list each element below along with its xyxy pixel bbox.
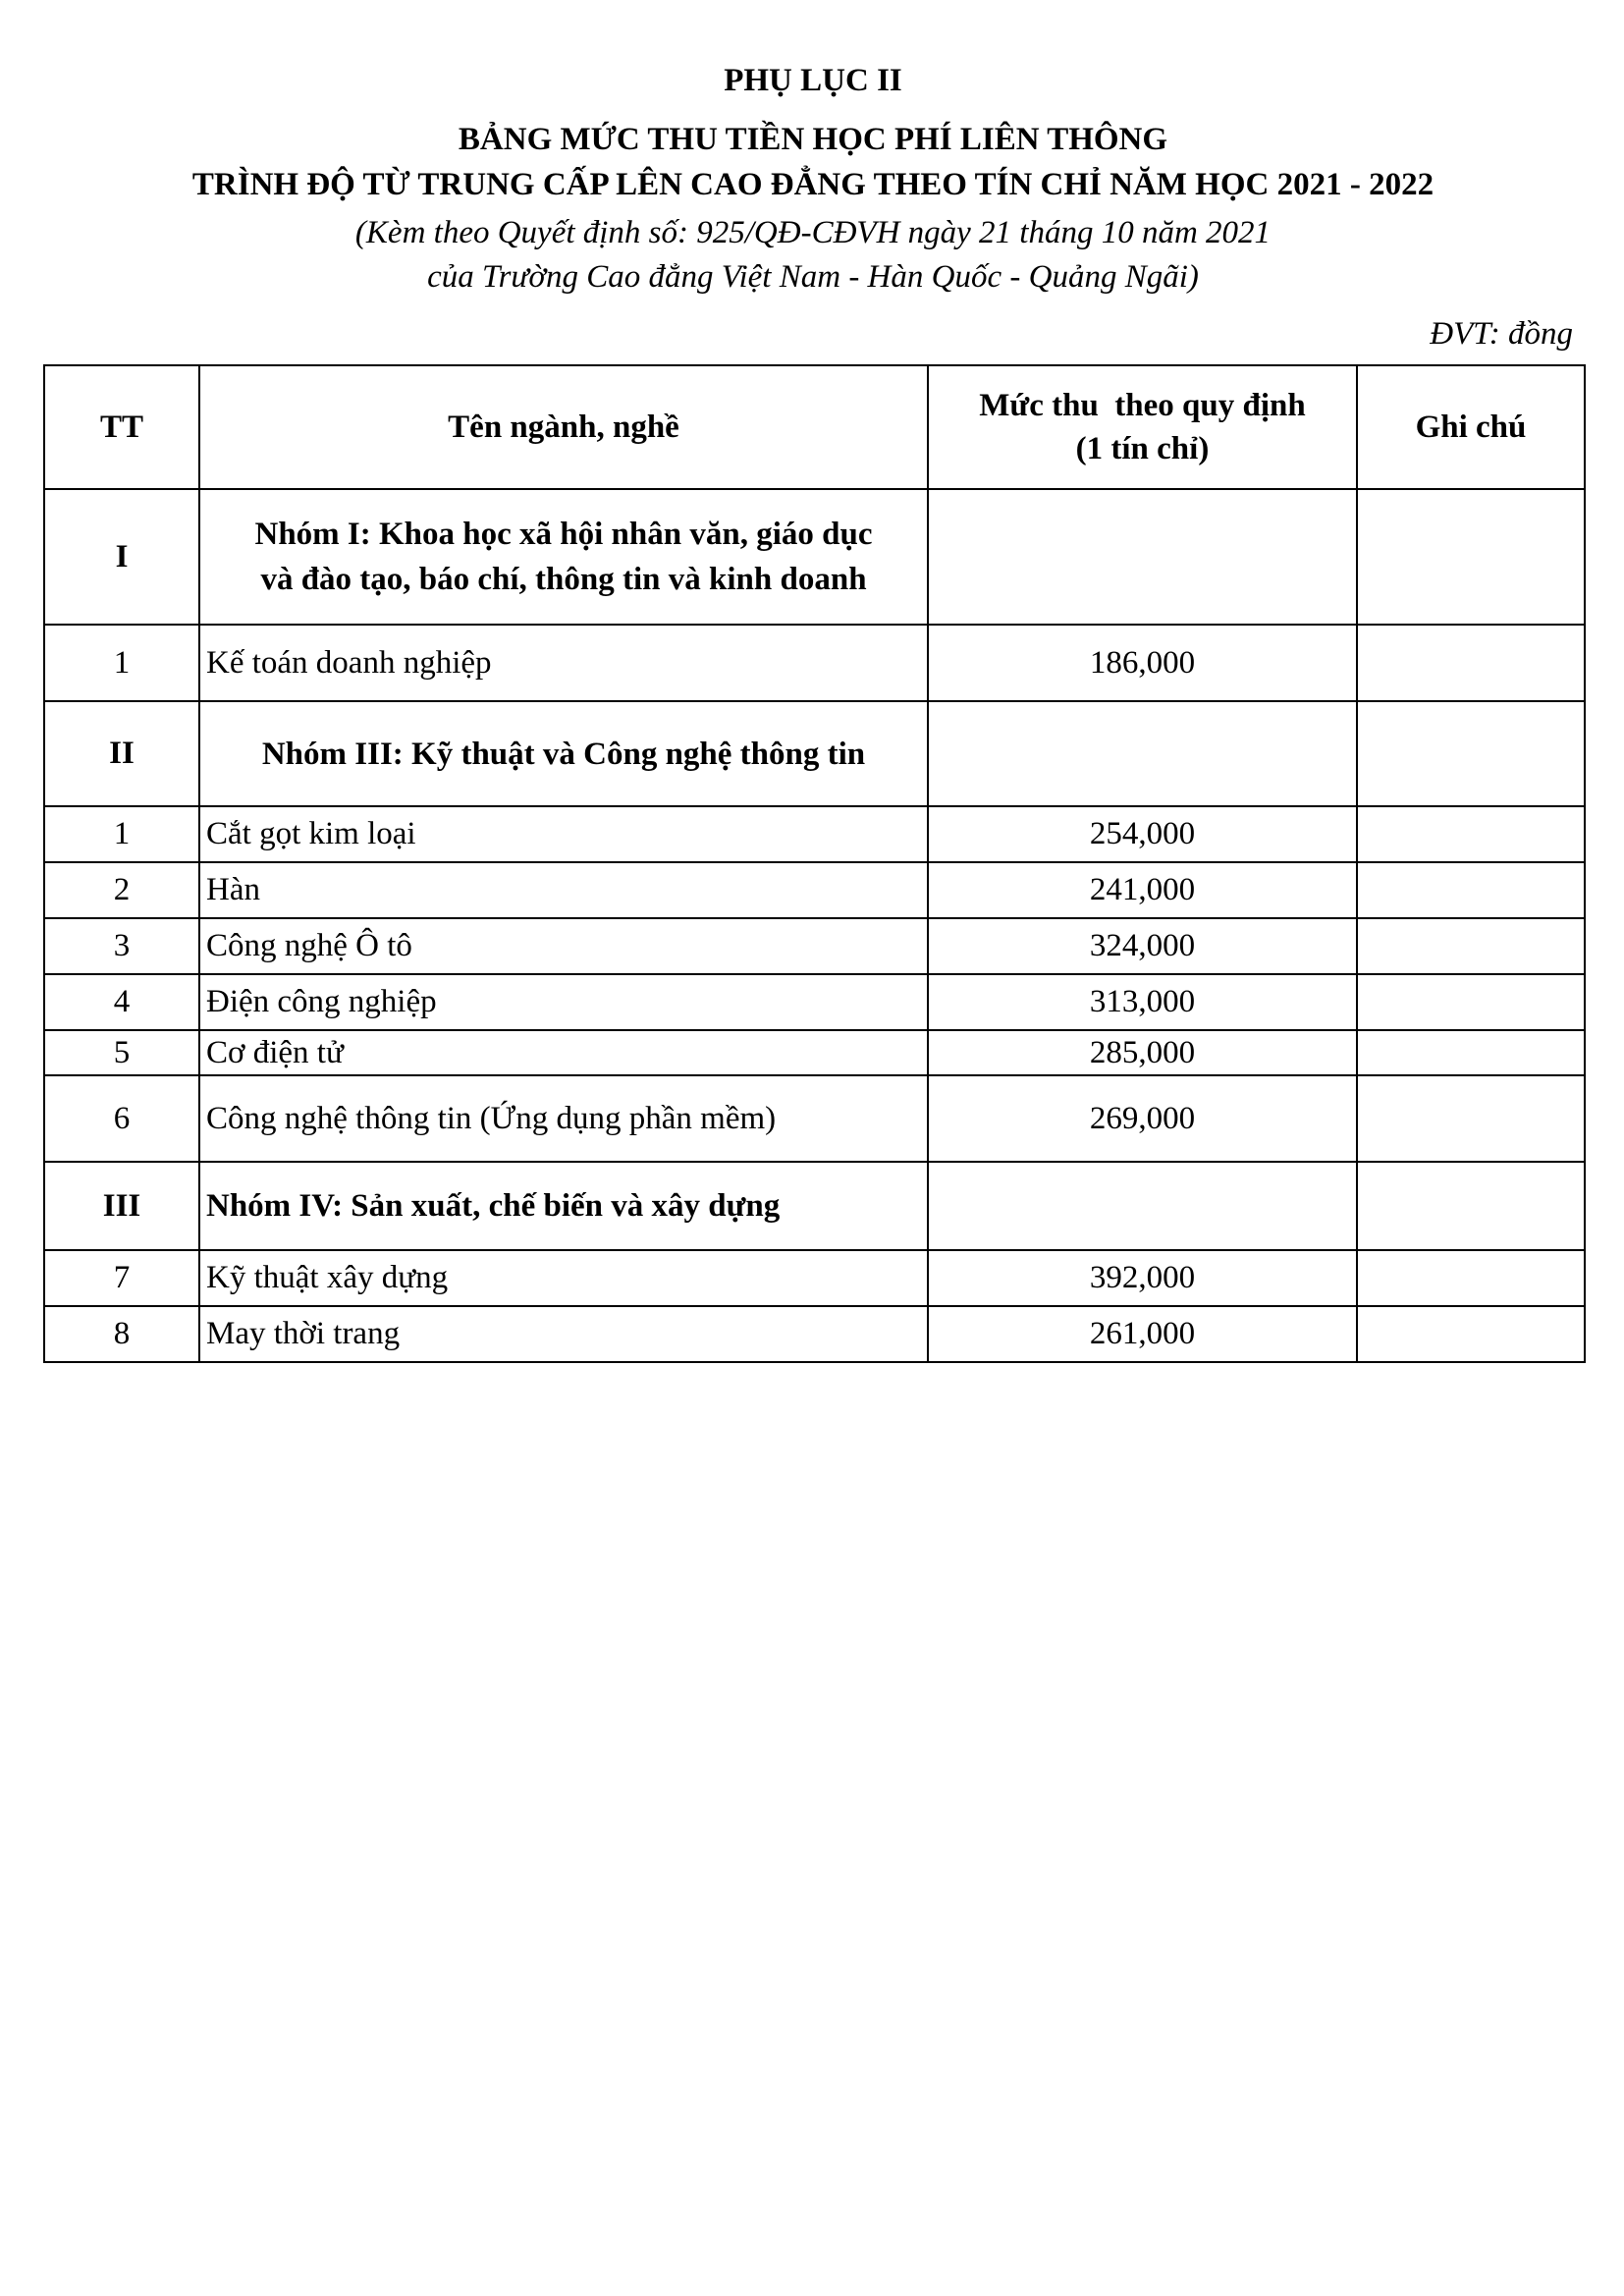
header-tt: TT [44, 365, 199, 489]
row-name: Công nghệ thông tin (Ứng dụng phần mềm) [199, 1075, 928, 1162]
row-name: Kế toán doanh nghiệp [199, 625, 928, 701]
row-note [1357, 1306, 1585, 1362]
tuition-fee-table [43, 364, 1586, 1363]
group-name-line2: và đào tạo, báo chí, thông tin và kinh doanh [260, 562, 867, 597]
row-name: Cắt gọt kim loại [199, 806, 928, 862]
group-note-cell [1357, 489, 1585, 625]
row-fee: 241,000 [928, 862, 1357, 918]
table-row [44, 1075, 1585, 1162]
row-note [1357, 974, 1585, 1030]
row-tt: 6 [44, 1075, 199, 1162]
group-name: Nhóm III: Kỹ thuật và Công nghệ thông tin [199, 701, 928, 806]
row-tt: 7 [44, 1250, 199, 1306]
table-row [44, 806, 1585, 862]
row-fee: 392,000 [928, 1250, 1357, 1306]
document-title-line1: BẢNG MỨC THU TIỀN HỌC PHÍ LIÊN THÔNG [458, 122, 1168, 157]
group-fee-cell [928, 701, 1357, 806]
document-title-line2: TRÌNH ĐỘ TỪ TRUNG CẤP LÊN CAO ĐẲNG THEO TÍN CHỈ NĂM HỌC 2021 - 2022 [191, 167, 1435, 202]
row-tt: 2 [44, 862, 199, 918]
row-name: Điện công nghiệp [199, 974, 928, 1030]
row-tt: 8 [44, 1306, 199, 1362]
row-note [1357, 806, 1585, 862]
row-tt: 1 [44, 625, 199, 701]
row-name: Công nghệ Ô tô [199, 918, 928, 974]
header-note: Ghi chú [1357, 365, 1585, 489]
group-note-cell [1357, 701, 1585, 806]
group-name [199, 489, 928, 625]
row-fee: 261,000 [928, 1306, 1357, 1362]
group-row-1 [44, 489, 1585, 625]
row-fee: 285,000 [928, 1030, 1357, 1075]
row-tt: 3 [44, 918, 199, 974]
row-name: Kỹ thuật xây dựng [199, 1250, 928, 1306]
row-tt: 5 [44, 1030, 199, 1075]
group-row-2 [44, 701, 1585, 806]
row-name: Cơ điện tử [199, 1030, 928, 1075]
group-name-line1: Nhóm I: Khoa học xã hội nhân văn, giáo dục [254, 517, 873, 552]
table-row [44, 862, 1585, 918]
row-note [1357, 1030, 1585, 1075]
table-row [44, 918, 1585, 974]
row-note [1357, 1075, 1585, 1162]
row-note [1357, 862, 1585, 918]
group-name: Nhóm IV: Sản xuất, chế biến và xây dựng [199, 1162, 928, 1250]
table-row [44, 625, 1585, 701]
row-fee: 254,000 [928, 806, 1357, 862]
group-note-cell [1357, 1162, 1585, 1250]
row-note [1357, 625, 1585, 701]
row-fee: 186,000 [928, 625, 1357, 701]
row-tt: 4 [44, 974, 199, 1030]
group-numeral: II [44, 701, 199, 806]
group-fee-cell [928, 1162, 1357, 1250]
group-row-3 [44, 1162, 1585, 1250]
table-row [44, 1306, 1585, 1362]
table-row [44, 974, 1585, 1030]
row-fee: 313,000 [928, 974, 1357, 1030]
row-fee: 269,000 [928, 1075, 1357, 1162]
table-header-row [44, 365, 1585, 489]
row-note [1357, 918, 1585, 974]
header-name: Tên ngành, nghề [199, 365, 928, 489]
decision-reference-line1: (Kèm theo Quyết định số: 925/QĐ-CĐVH ngày 21 tháng 10 năm 2021 [354, 215, 1272, 250]
row-name: May thời trang [199, 1306, 928, 1362]
group-fee-cell [928, 489, 1357, 625]
decision-reference-line2: của Trường Cao đẳng Việt Nam - Hàn Quốc - Quảng Ngãi) [427, 259, 1199, 295]
appendix-label: PHỤ LỤC II [724, 63, 902, 98]
currency-unit: ĐVT: đồng [1430, 316, 1573, 352]
row-fee: 324,000 [928, 918, 1357, 974]
group-numeral: I [44, 489, 199, 625]
header-fee-line1: Mức thu theo quy định [979, 388, 1306, 423]
header-fee-line2: (1 tín chỉ) [1075, 431, 1210, 466]
table-row [44, 1030, 1585, 1075]
table-row [44, 1250, 1585, 1306]
header-fee [928, 365, 1357, 489]
row-tt: 1 [44, 806, 199, 862]
row-name: Hàn [199, 862, 928, 918]
row-note [1357, 1250, 1585, 1306]
group-numeral: III [44, 1162, 199, 1250]
